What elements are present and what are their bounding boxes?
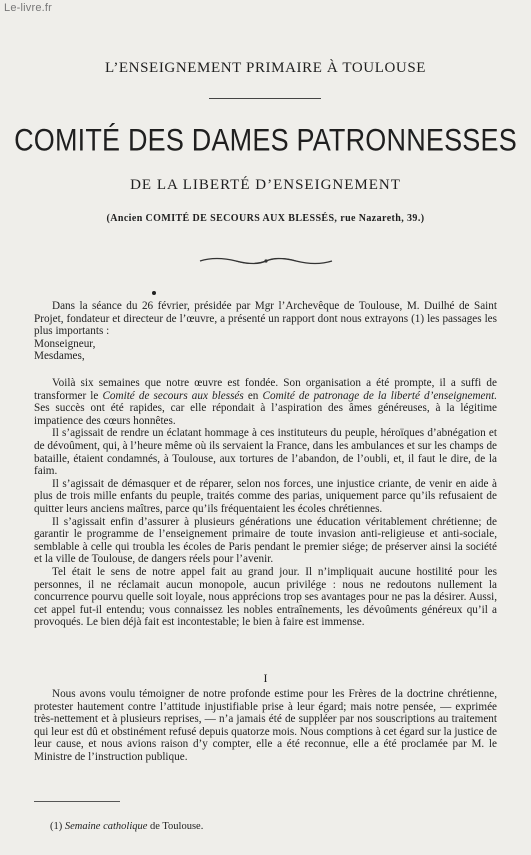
italic-run: Comité de patronage de la liberté d’enseignement. [262, 389, 498, 402]
paragraph-4: Il s’agissait enfin d’assurer à plusieurs générations une éducation véritablement chrétienne; de garantir le programme de l’enseignement primaire de toute invasion anti-religieuse et anti-sociale, semblable à celle qui troubla les écoles de Paris pendant le premier siége; de préserver ainsi la société et la ville de Toulouse, de dangers réels pour l’avenir. [34, 515, 497, 566]
supertitle: L’ENSEIGNEMENT PRIMAIRE À TOULOUSE [104, 60, 427, 76]
ornament-divider-icon [196, 255, 336, 267]
title-rule [209, 98, 321, 99]
site-watermark: Le-livre.fr [4, 2, 53, 14]
paragraph-5: Tel était le sens de notre appel fait au grand jour. Il n’impliquait aucune hostilité pour les personnes, il ne réclamait aucun monopole, aucun privilége : nous ne redoutons nullement la concurrence pourvu quelle soit loyale, nous apprécions trop ses avantages pour ne pas la désirer. Aussi, cet appel fut-il entendu; vous connaissez les nobles entraînements, les dévoûments généreux qu’il a provoqués. Le bien déjà fait est incontestable; le bien à faire est immense. [34, 565, 497, 629]
text-run: Voilà six semaines que notre œuvre est fondée. Son organisation a été prompte, il a suffi de transformer le [34, 377, 497, 402]
section-text [34, 688, 497, 764]
text-run: Ses succès ont été rapides, car elle répondait à l’aspiration des âmes généreuses, à la légitime impatience des cœurs honnêtes. [34, 402, 497, 427]
paragraph-2: Il s’agissait de rendre un éclatant hommage à ces instituteurs du peuple, héroïques d’abnégation et de dévoûment, qui, à l’heure même où ils servaient la France, dans les ambulances et sur les champs de bataille, étaient condamnés, à Toulouse, aux tortures de l’abandon, de l’oubli, et, il faut le dire, de la faim. [34, 427, 497, 478]
footnote-rule [34, 801, 120, 802]
parenthetical-note: (Ancien COMITÉ DE SECOURS AUX BLESSÉS, rue Nazareth, 39.) [106, 213, 425, 224]
subtitle: DE LA LIBERTÉ D’ENSEIGNEMENT [130, 177, 401, 193]
italic-run: Comité de secours aux blessés [102, 389, 244, 402]
greeting-2: Mesdames, [34, 350, 85, 363]
page-title: COMITÉ DES DAMES PATRONNESSES [14, 122, 517, 158]
paragraph-3: Il s’agissait de démasquer et de réparer, selon nos forces, une injustice criante, de venir en aide à plus de trois mille enfants du peuple, traités comme des parias, uniquement parce qu’ils refusaient de quitter leurs anciens maîtres, parce qu’ils fréquentaient les écoles chrétiennes. [34, 477, 497, 515]
paragraph-1 [34, 377, 497, 427]
ink-dot [152, 291, 156, 295]
greeting-1: Monseigneur, [34, 337, 96, 350]
footnote-italic: Semaine catholique [64, 821, 148, 832]
footnote-text: de Toulouse. [147, 821, 204, 832]
main-text [34, 377, 497, 629]
footnote-number: (1) [50, 821, 63, 832]
text-run: en [243, 389, 263, 402]
intro-paragraph: Dans la séance du 26 février, présidée par Mgr l’Archevêque de Toulouse, M. Duilhé de Saint Projet, fondateur et directeur de l’œuvre, a présenté un rapport dont nous extrayons (1) les passages les plus importants : [34, 300, 497, 338]
paragraph-6: Nous avons voulu témoigner de notre profonde estime pour les Frères de la doctrine chrétienne, protester hautement contre l’attitude injustifiable prise à leur égard; mais notre pensée, — exprimée très-nettement et à plusieurs reprises, — n’a jamais été de suppléer par nos souscriptions au traitement qui leur est dû et obstinément refusé depuis quatorze mois. Nous comptions à cet égard sur la justice de leur cause, et nous avions raison d’y compter, elle a été reconnue, elle a été proclamée par M. le Ministre de l’instruction publique. [34, 688, 497, 763]
footnote [50, 821, 203, 832]
intro-block [34, 300, 497, 363]
section-number: I [263, 671, 268, 685]
